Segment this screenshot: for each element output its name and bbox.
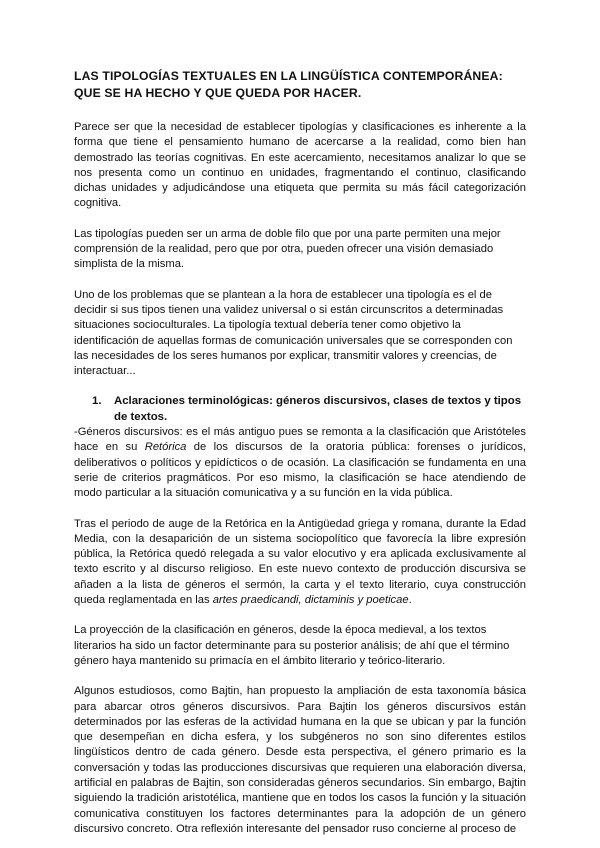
text-run: . <box>408 594 412 607</box>
italic-run: Retórica <box>144 441 187 454</box>
paragraph-intro: Parece ser que la necesidad de establecer tipologías y clasificaciones es inherente a la forma que tiene el pensamiento humano de acercarse a la realidad, como bien han demostrado las teorías cognitivas. En este acercamiento, necesitamos analizar lo que se nos presenta como un continuo en unidades, fragmentando el continuo, clasificando dichas unidades y adjudicándose una etiqueta que permita su más fácil categorización cognitiva. <box>74 121 526 210</box>
text-run: Tras el periodo de auge de la Retórica en la Antigüedad griega y romana, durante la Edad Media, con la desaparición de un sistema sociopolítico que favorecía la libre expresión pública, la Retórica quedó relegada a su valor elocutivo y era aplicada exclusivamente al texto escrito y al discurso religioso. En este nuevo contexto de producción discursiva se añaden a la lista de géneros el sermón, la carta y el texto literario, cuya construcción queda reglamentada en las <box>74 517 526 607</box>
paragraph-proyeccion: La proyección de la clasificación en géneros, desde la época medieval, a los textos literarios ha sido un factor determinante para su posterior análisis; de ahí que el término género haya mantenido su primacía en el ámbito literario y teórico-literario. <box>74 624 510 667</box>
text-run: -Géneros discursivos: es el más antiguo pues se remonta a la clasificación que Aristóteles hace en su <box>74 426 526 454</box>
section-heading <box>92 394 526 425</box>
paragraph-bajtin: Algunos estudiosos, como Bajtin, han propuesto la ampliación de esta taxonomía básica para abarcar otros géneros discursivos. Para Bajtin los géneros discursivos están determinados por las esferas de la actividad humana en la que se ubican y par la función que desempeñan en dicha esfera, y los subgéneros no son sino diferentes estilos lingüísticos dentro de cada género. Desde esta perspectiva, el género primario es la conversación y todas las producciones discursivas que requieren una elaboración diversa, artificial en palabras de Bajtin, son consideradas géneros secundarios. Sin embargo, Bajtin siguiendo la tradición aristotélica, mantiene que en todos los casos la función y la situación comunicativa constituyen los factores determinantes para la adopción de un género discursivo concreto. Otra reflexión interesante del pensador ruso concierne al proceso de <box>74 685 526 835</box>
italic-run: artes praedicandi, dictaminis y poeticae <box>212 594 409 607</box>
paragraph-generos-discursivos <box>74 425 526 501</box>
paragraph-tipologias: Las tipologías pueden ser un arma de doble filo que por una parte permiten una mejor comprensión de la realidad, pero que por otra, pueden ofrecer una visión demasiado simplista de la misma. <box>74 227 501 271</box>
document-title: LAS TIPOLOGÍAS TEXTUALES EN LA LINGÜÍSTICA CONTEMPORÁNEA: QUE SE HA HECHO Y QUE QUEDA POR HACER. <box>74 69 503 100</box>
paragraph-edad-media <box>74 517 526 609</box>
text-run: de los discursos de la oratoria pública: forenses o jurídicos, deliberativos o políticos y epidícticos o de ocasión. La clasificación se fundamenta en una serie de criterios pragmáticos. Por eso mismo, la clasificación se hace atendiendo de modo particular a la situación comunicativa y a su función en la vida pública. <box>74 441 526 500</box>
section-title: Aclaraciones terminológicas: géneros discursivos, clases de textos y tipos de textos. <box>114 395 522 423</box>
paragraph-problemas: Uno de los problemas que se plantean a la hora de establecer una tipología es el de decidir si sus tipos tienen una validez universal o si están circunscritos a determinadas situaciones socioculturales. La tipología textual debería tener como objetivo la identificación de aquellas formas de comunicación universales que se corresponden con las necesidades de los seres humanos por explicar, transmitir valores y creencias, de interactuar... <box>74 288 513 378</box>
section-number: 1. <box>92 395 102 408</box>
